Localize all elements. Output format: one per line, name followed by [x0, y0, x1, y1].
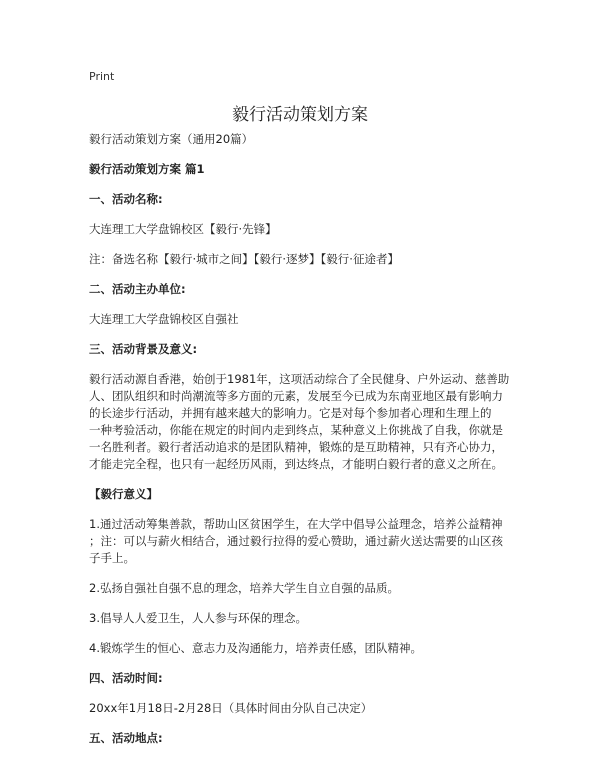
time-heading: 四、活动时间:: [89, 671, 163, 685]
location-heading: 五、活动地点:: [89, 731, 163, 745]
meaning-heading: 【毅行意义】: [89, 487, 158, 501]
document-title: 毅行活动策划方案: [232, 105, 368, 125]
organizer-value: 大连理工大学盘锦校区自强社: [89, 312, 239, 326]
activity-name-heading: 一、活动名称:: [89, 192, 163, 206]
meaning-line: 4.锻炼学生的恒心、意志力及沟通能力，培养责任感，团队精神。: [89, 641, 422, 655]
section-heading: 毅行活动策划方案 篇1: [89, 162, 205, 176]
background-line: 的长途步行活动，并拥有越来越大的影响力。它是对每个参加者心理和生理上的: [89, 406, 492, 420]
time-value: 20xx年1月18日-2月28日（具体时间由分队自己决定）: [89, 701, 373, 715]
background-line: 人、团队组织和时尚潮流等多方面的元素，发展至今已成为东南亚地区最有影响力: [89, 389, 503, 403]
background-line: 才能走完全程，也只有一起经历风雨，到达终点，才能明白毅行者的意义之所在。: [89, 457, 503, 471]
background-paragraph: [89, 371, 514, 473]
meaning-line: ；注：可以与薪火相结合，通过毅行拉得的爱心赞助，通过薪火送达需要的山区孩: [89, 534, 503, 548]
meaning-line: 1.通过活动筹集善款，帮助山区贫困学生，在大学中倡导公益理念，培养公益精神: [89, 517, 503, 531]
background-heading: 三、活动背景及意义:: [89, 342, 198, 356]
background-line: 一种考验活动，你能在规定的时间内走到终点，某种意义上你挑战了自我，你就是: [89, 423, 503, 437]
document-subtitle: 毅行活动策划方案（通用20篇）: [89, 132, 254, 146]
background-line: 毅行活动源自香港，始创于1981年，这项活动综合了全民健身、户外运动、慈善助: [89, 372, 510, 386]
meaning-item-2: [89, 580, 514, 597]
activity-name-note: 注：备选名称【毅行·城市之间】【毅行·逐梦】【毅行·征途者】: [89, 252, 399, 266]
print-link[interactable]: Print: [89, 70, 115, 83]
meaning-item-1: [89, 516, 514, 567]
meaning-line: 子手上。: [89, 551, 135, 565]
document-body: [89, 131, 514, 760]
background-line: 一名胜利者。毅行者活动追求的是团队精神，锻炼的是互助精神，只有齐心协力，: [89, 440, 503, 454]
meaning-line: 3.倡导人人爱卫生，人人参与环保的理念。: [89, 611, 307, 625]
meaning-item-4: [89, 640, 514, 657]
meaning-line: 2.弘扬自强社自强不息的理念，培养大学生自立自强的品质。: [89, 581, 399, 595]
organizer-heading: 二、活动主办单位:: [89, 282, 186, 296]
meaning-item-3: [89, 610, 514, 627]
activity-name-value: 大连理工大学盘锦校区【毅行·先锋】: [89, 222, 277, 236]
